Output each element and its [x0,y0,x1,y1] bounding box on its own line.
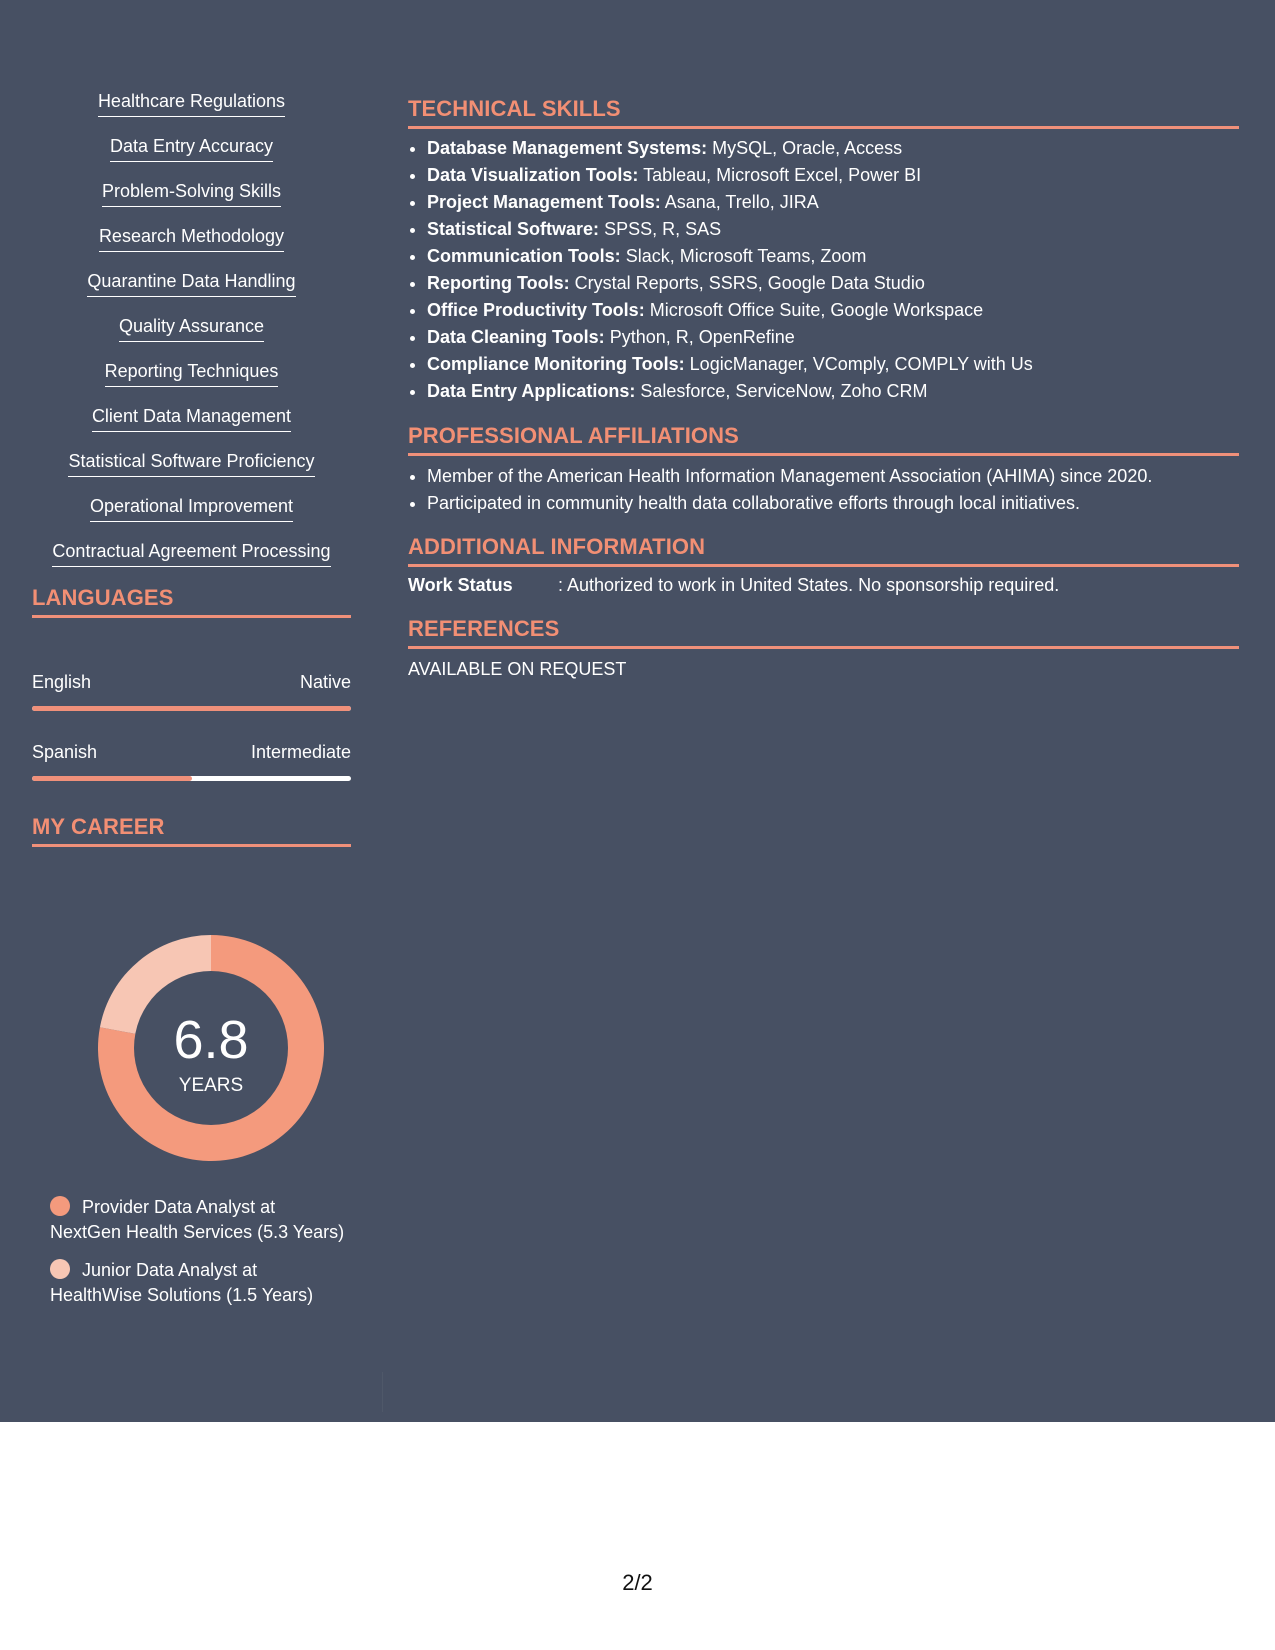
skill-item [32,88,351,133]
legend-dot [50,1196,70,1216]
language-name: English [32,672,92,692]
skill-item [32,403,351,448]
language-bar [32,706,351,711]
skill-item [32,538,351,583]
technical-skills-title: TECHNICAL SKILLS [408,95,1239,129]
skill-label: Contractual Agreement Processing [52,538,330,567]
technical-skill-values: Asana, Trello, JIRA [664,192,819,212]
technical-skill-item [427,216,1033,243]
technical-skill-item [427,378,1033,405]
technical-skill-values: SPSS, R, SAS [604,219,722,239]
legend-label: Junior Data Analyst at HealthWise Solutions (1.5 Years) [50,1260,314,1305]
career-legend [50,1195,350,1321]
legend-label: Provider Data Analyst at NextGen Health Services (5.3 Years) [50,1197,345,1242]
technical-skill-category: Compliance Monitoring Tools: [427,354,685,374]
donut-center-value: 6.8 [173,1010,249,1070]
technical-skill-item [427,135,1033,162]
skill-label: Statistical Software Proficiency [68,448,314,477]
language-bar [32,776,351,781]
language-bar-fill [32,776,192,781]
skill-label: Reporting Techniques [105,358,279,387]
technical-skill-category: Data Visualization Tools: [427,165,639,185]
technical-skill-values: Crystal Reports, SSRS, Google Data Studio [574,273,925,293]
technical-skill-category: Statistical Software: [427,219,600,239]
skill-label: Research Methodology [99,223,284,252]
skill-label: Healthcare Regulations [98,88,285,117]
affiliations-list [408,463,1152,517]
technical-skill-item [427,270,1033,297]
career-donut-chart [98,935,324,1161]
technical-skill-values: Tableau, Microsoft Excel, Power BI [643,165,922,185]
references-title: REFERENCES [408,615,1239,649]
work-status-value: : Authorized to work in United States. No sponsorship required. [558,575,1060,595]
skill-item [32,133,351,178]
skill-label: Data Entry Accuracy [110,133,273,162]
technical-skill-values: Salesforce, ServiceNow, Zoho CRM [640,381,928,401]
affiliations-title: PROFESSIONAL AFFILIATIONS [408,422,1239,456]
skills-list [32,88,351,583]
technical-skill-item [427,297,1033,324]
language-level: Native [299,672,351,692]
technical-skill-item [427,189,1033,216]
skill-label: Quarantine Data Handling [87,268,295,297]
affiliation-item: • Participated in community health data collaborative efforts through local initiatives. [427,490,1152,517]
technical-skill-item [427,162,1033,189]
technical-skills-list [408,135,1033,405]
technical-skill-item [427,324,1033,351]
technical-skill-values: Microsoft Office Suite, Google Workspace [649,300,984,320]
skill-item [32,223,351,268]
technical-skill-values: MySQL, Oracle, Access [712,138,903,158]
work-status-row [408,575,1059,596]
skill-item [32,358,351,403]
language-name: Spanish [32,742,98,762]
skill-label: Operational Improvement [90,493,293,522]
legend-item [50,1258,350,1308]
technical-skill-item [427,351,1033,378]
technical-skill-category: Reporting Tools: [427,273,570,293]
technical-skill-category: Data Entry Applications: [427,381,636,401]
skill-label: Problem-Solving Skills [102,178,281,207]
page-number: 2/2 [622,1570,653,1595]
skill-item [32,178,351,223]
skill-item [32,448,351,493]
technical-skill-category: Office Productivity Tools: [427,300,645,320]
technical-skill-values: Slack, Microsoft Teams, Zoom [625,246,867,266]
languages-title: LANGUAGES [32,584,351,618]
column-divider [382,1372,383,1412]
technical-skill-category: Communication Tools: [427,246,621,266]
skill-item [32,313,351,358]
language-level: Intermediate [250,742,351,762]
legend-item [50,1195,350,1245]
technical-skill-category: Data Cleaning Tools: [427,327,605,347]
affiliation-item: • Member of the American Health Information Management Association (AHIMA) since 2020. [427,463,1152,490]
technical-skill-values: Python, R, OpenRefine [609,327,795,347]
skill-label: Client Data Management [92,403,291,432]
skill-label: Quality Assurance [119,313,264,342]
career-title: MY CAREER [32,813,351,847]
technical-skill-item [427,243,1033,270]
additional-info-title: ADDITIONAL INFORMATION [408,533,1239,567]
skill-item [32,268,351,313]
donut-center-label: YEARS [178,1075,244,1096]
language-bar-fill [32,706,351,711]
legend-dot [50,1259,70,1279]
references-text: AVAILABLE ON REQUEST [408,659,627,679]
skill-item [32,493,351,538]
technical-skill-category: Database Management Systems: [427,138,708,158]
work-status-label: Work Status [408,575,513,595]
technical-skill-values: LogicManager, VComply, COMPLY with Us [689,354,1033,374]
technical-skill-category: Project Management Tools: [427,192,661,212]
